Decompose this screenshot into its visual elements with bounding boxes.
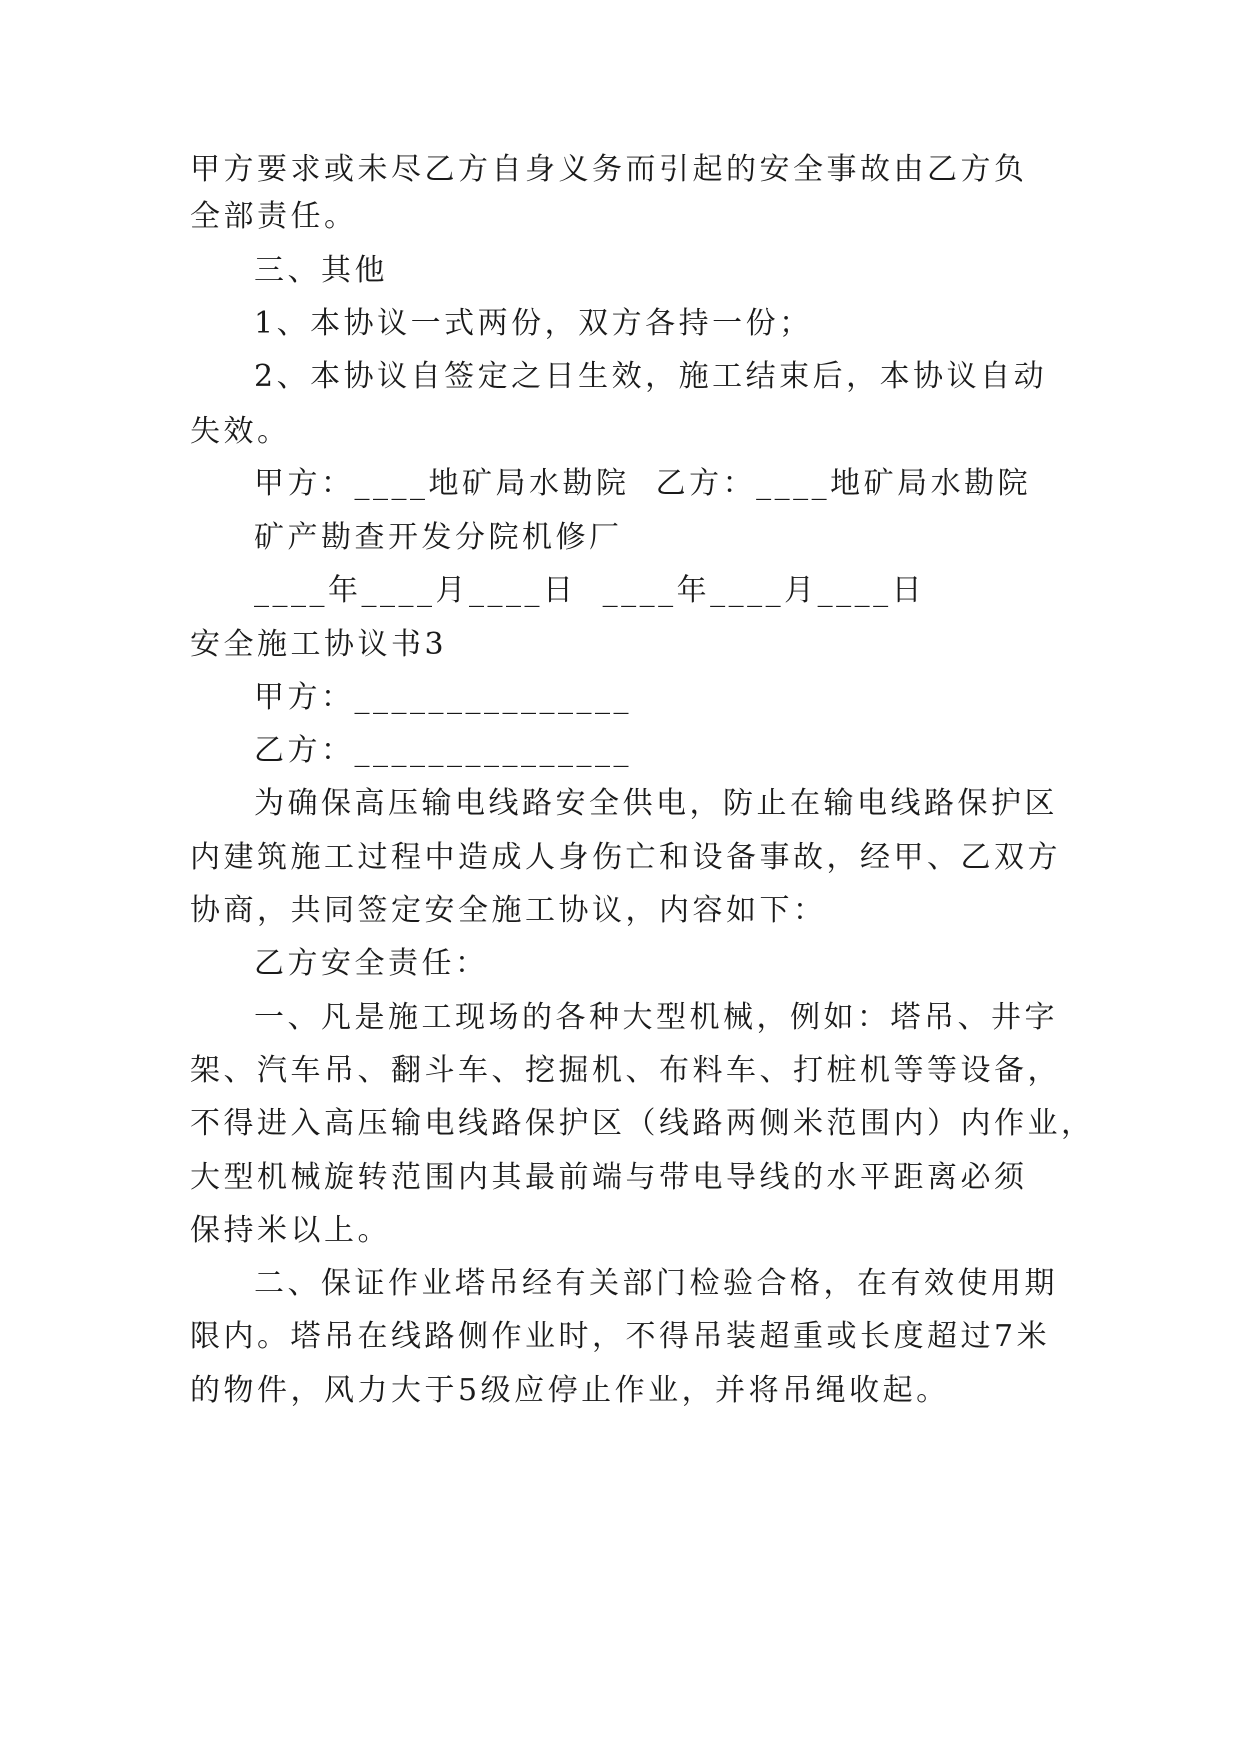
document-title: 安全施工协议书3: [190, 627, 448, 662]
paragraph-line: 一、凡是施工现场的各种大型机械，例如：塔吊、井字: [254, 1000, 1058, 1035]
paragraph-line: 2、本协议自签定之日生效，施工结束后，本协议自动: [254, 359, 1048, 394]
paragraph-line: 不得进入高压输电线路保护区（线路两侧米范围内）内作业，: [190, 1106, 1095, 1141]
paragraph-line: 大型机械旋转范围内其最前端与带电导线的水平距离必须: [190, 1160, 1028, 1195]
paragraph-line: 架、汽车吊、翻斗车、挖掘机、布料车、打桩机等等设备，: [190, 1053, 1061, 1088]
paragraph-line: 失效。: [190, 414, 291, 449]
paragraph-line: 1、本协议一式两份，双方各持一份；: [254, 306, 813, 341]
paragraph-line: 保持米以上。: [190, 1213, 391, 1248]
party-b-field: 乙方：_______________: [254, 733, 632, 768]
paragraph-line: 协商，共同签定安全施工协议，内容如下：: [190, 893, 827, 928]
signature-party-continued: 矿产勘查开发分院机修厂: [254, 520, 623, 555]
signature-parties-line: 甲方：____地矿局水勘院 乙方：____地矿局水勘院: [254, 466, 1032, 501]
paragraph-line: 甲方要求或未尽乙方自身义务而引起的安全事故由乙方负: [190, 152, 1028, 187]
paragraph-line: 的物件，风力大于5级应停止作业，并将吊绳收起。: [190, 1373, 950, 1408]
paragraph-line: 为确保高压输电线路安全供电，防止在输电线路保护区: [254, 786, 1058, 821]
party-a-field: 甲方：_______________: [254, 680, 632, 715]
signature-date-line: ____年____月____日 ____年____月____日: [254, 573, 926, 608]
section-heading: 三、其他: [254, 253, 388, 288]
section-heading: 乙方安全责任：: [254, 946, 489, 981]
paragraph-line: 内建筑施工过程中造成人身伤亡和设备事故，经甲、乙双方: [190, 840, 1061, 875]
paragraph-line: 二、保证作业塔吊经有关部门检验合格，在有效使用期: [254, 1266, 1058, 1301]
paragraph-line: 限内。塔吊在线路侧作业时，不得吊装超重或长度超过7米: [190, 1319, 1051, 1354]
paragraph-line: 全部责任。: [190, 199, 358, 234]
